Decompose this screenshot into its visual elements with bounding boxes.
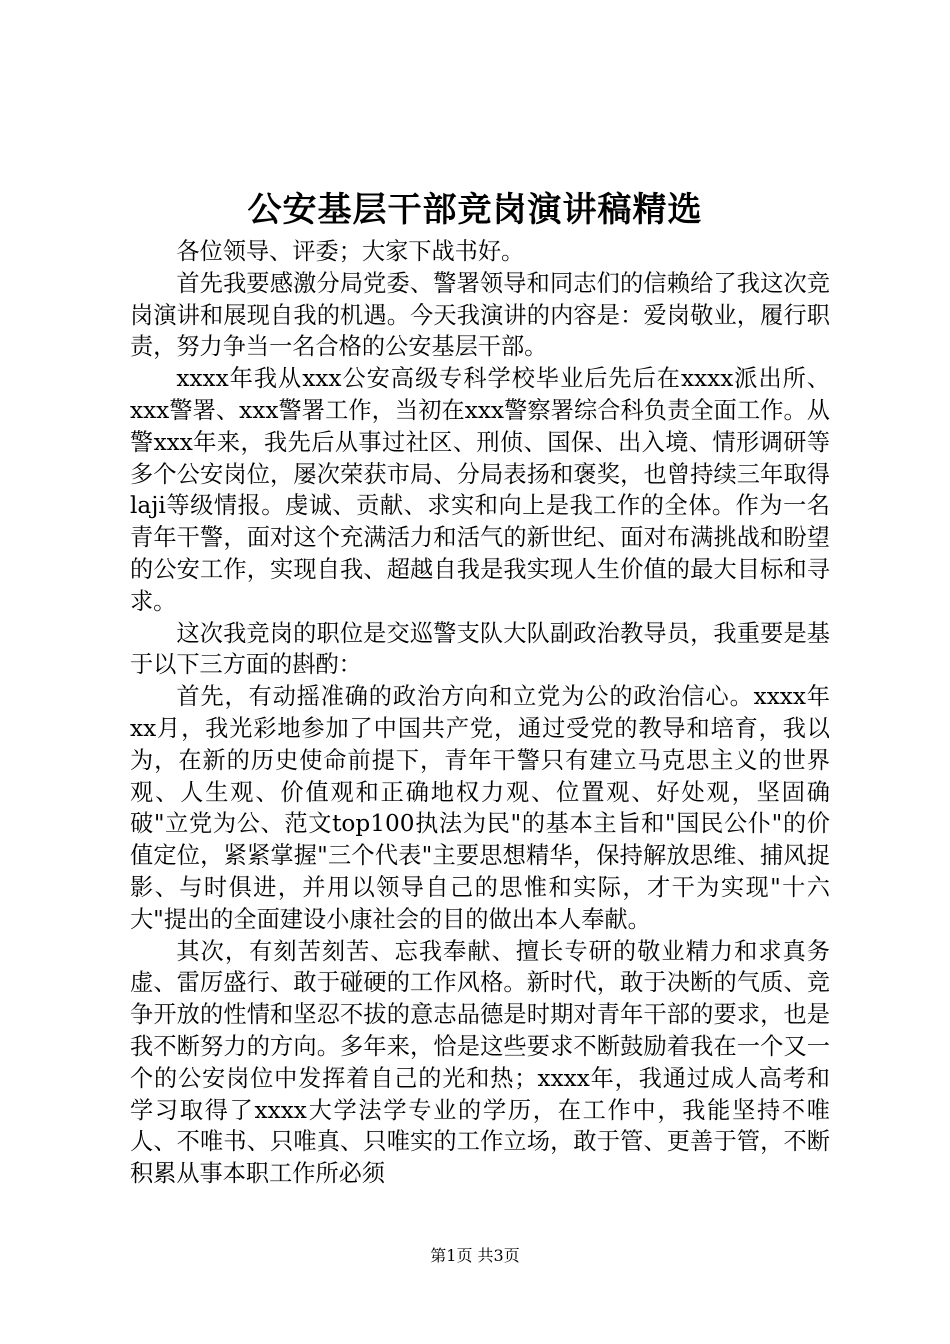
page-footer: 第1页 共3页 xyxy=(430,1246,520,1265)
paragraph-position: 这次我竞岗的职位是交巡警支队大队副政治教导员，我重要是基于以下三方面的斟酌： xyxy=(130,619,830,679)
paragraph-intro: 首先我要感激分局党委、警署领导和同志们的信赖给了我这次竞岗演讲和展现自我的机遇。今天我演讲的内容是：爱岗敬业，履行职责，努力争当一名合格的公安基层干部。 xyxy=(130,269,830,361)
paragraph-greeting: 各位领导、评委；大家下战书好。 xyxy=(176,238,525,265)
paragraph-reason-two: 其次，有刻苦刻苦、忘我奉献、擅长专研的敬业精力和求真务虚、雷厉盛行、敢于碰硬的工作风格。新时代，敢于决断的气质、竞争开放的性情和坚忍不拔的意志品德是时期对青年干部的要求，也是我不断努力的方向。多年来，恰是这些要求不断鼓励着我在一个又一个的公安岗位中发挥着自己的光和热；xxxx年，我通过成人高考和学习取得了xxxx大学法学专业的学历，在工作中，我能坚持不唯人、不唯书、只唯真、只唯实的工作立场，敢于管、更善于管，不断积累从事本职工作所必须 xyxy=(130,937,830,1188)
document-title: 公安基层干部竞岗演讲稿精选 xyxy=(247,190,703,230)
document-body xyxy=(130,236,830,1190)
paragraph-background: xxxx年我从xxx公安高级专科学校毕业后先后在xxxx派出所、xxx警署、xxx警署工作，当初在xxx警察署综合科负责全面工作。从警xxx年来，我先后从事过社区、刑侦、国保、出入境、情形调研等多个公安岗位，屡次荣获市局、分局表扬和褒奖，也曾持续三年取得laji等级情报。虔诚、贡献、求实和向上是我工作的全体。作为一名青年干警，面对这个充满活力和活气的新世纪、面对布满挑战和盼望的公安工作，实现自我、超越自我是我实现人生价值的最大目标和寻求。 xyxy=(130,365,830,615)
paragraph-reason-one: 首先，有动摇准确的政治方向和立党为公的政治信心。xxxx年xx月，我光彩地参加了中国共产党，通过受党的教导和培育，我以为，在新的历史使命前提下，青年干警只有建立马克思主义的世界观、人生观、价值观和正确地权力观、位置观、好处观，坚固确破"立党为公、范文top100执法为民"的基本主旨和"国民公仆"的价值定位，紧紧掌握"三个代表"主要思想精华，保持解放思维、捕风捉影、与时俱进，并用以领导自己的思惟和实际，才干为实现"十六大"提出的全面建设小康社会的目的做出本人奉献。 xyxy=(130,683,830,933)
